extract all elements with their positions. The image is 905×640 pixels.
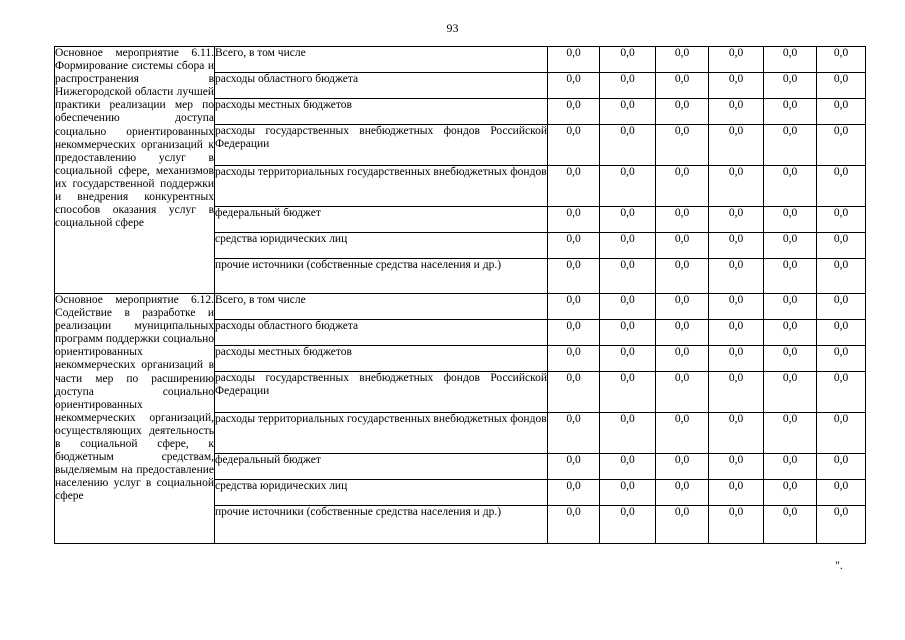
value-cell: 0,0 [709,99,764,125]
value-cell: 0,0 [709,346,764,372]
value-cell: 0,0 [817,413,866,454]
value-cell: 0,0 [817,320,866,346]
value-cell: 0,0 [600,47,656,73]
value-cell: 0,0 [817,125,866,166]
value-cell: 0,0 [548,73,600,99]
value-cell: 0,0 [764,413,817,454]
value-cell: 0,0 [709,413,764,454]
value-cell: 0,0 [764,47,817,73]
value-cell: 0,0 [656,125,709,166]
value-cell: 0,0 [600,346,656,372]
value-cell: 0,0 [817,233,866,259]
value-cell: 0,0 [656,372,709,413]
funding-source-cell: Всего, в том числе [215,47,548,73]
value-cell: 0,0 [548,47,600,73]
value-cell: 0,0 [764,99,817,125]
value-cell: 0,0 [600,320,656,346]
value-cell: 0,0 [656,346,709,372]
value-cell: 0,0 [656,47,709,73]
value-cell: 0,0 [600,207,656,233]
value-cell: 0,0 [548,259,600,294]
measure-cell: Основное мероприятие 6.11. Формирование системы сбора и распространения в Нижегородской области лучшей практики реализации мер по обеспечению доступа социально ориентированных некоммерческих организаций к предоставлению услуг в социальной сфере, механизмов их государственной поддержки и внедрения конкурентных способов оказания услуг в социальной сфере [55,47,215,294]
value-cell: 0,0 [548,346,600,372]
value-cell: 0,0 [817,372,866,413]
value-cell: 0,0 [600,454,656,480]
value-cell: 0,0 [709,372,764,413]
value-cell: 0,0 [709,454,764,480]
value-cell: 0,0 [600,506,656,544]
value-cell: 0,0 [600,233,656,259]
value-cell: 0,0 [817,99,866,125]
value-cell: 0,0 [764,372,817,413]
value-cell: 0,0 [656,259,709,294]
value-cell: 0,0 [764,294,817,320]
value-cell: 0,0 [817,506,866,544]
value-cell: 0,0 [600,125,656,166]
value-cell: 0,0 [548,480,600,506]
value-cell: 0,0 [548,207,600,233]
value-cell: 0,0 [548,99,600,125]
value-cell: 0,0 [600,166,656,207]
funding-source-cell: прочие источники (собственные средства населения и др.) [215,506,548,544]
value-cell: 0,0 [817,346,866,372]
value-cell: 0,0 [817,47,866,73]
value-cell: 0,0 [548,233,600,259]
value-cell: 0,0 [656,480,709,506]
value-cell: 0,0 [709,259,764,294]
value-cell: 0,0 [656,233,709,259]
value-cell: 0,0 [709,73,764,99]
value-cell: 0,0 [656,506,709,544]
value-cell: 0,0 [817,259,866,294]
value-cell: 0,0 [764,166,817,207]
value-cell: 0,0 [656,320,709,346]
budget-table [54,46,866,544]
table-row [55,294,866,320]
value-cell: 0,0 [600,99,656,125]
value-cell: 0,0 [600,294,656,320]
value-cell: 0,0 [764,320,817,346]
funding-source-cell: прочие источники (собственные средства населения и др.) [215,259,548,294]
value-cell: 0,0 [709,506,764,544]
value-cell: 0,0 [548,413,600,454]
value-cell: 0,0 [817,454,866,480]
value-cell: 0,0 [548,125,600,166]
value-cell: 0,0 [709,294,764,320]
value-cell: 0,0 [600,73,656,99]
value-cell: 0,0 [764,233,817,259]
funding-source-cell: расходы государственных внебюджетных фондов Российской Федерации [215,372,548,413]
value-cell: 0,0 [656,207,709,233]
funding-source-cell: федеральный бюджет [215,454,548,480]
value-cell: 0,0 [709,480,764,506]
value-cell: 0,0 [548,166,600,207]
measure-cell: Основное мероприятие 6.12. Содействие в разработке и реализации муниципальных программ поддержки социально ориентированных некоммерческих организаций в части мер по расширению доступа социально ориентированных некоммерческих организаций, осуществляющих деятельность в социальной сфере, к бюджетным средствам, выделяемым на предоставление населению услуг в социальной сфере [55,294,215,544]
value-cell: 0,0 [600,372,656,413]
value-cell: 0,0 [764,207,817,233]
value-cell: 0,0 [709,47,764,73]
value-cell: 0,0 [600,480,656,506]
value-cell: 0,0 [548,294,600,320]
value-cell: 0,0 [656,166,709,207]
value-cell: 0,0 [548,454,600,480]
value-cell: 0,0 [764,506,817,544]
value-cell: 0,0 [709,233,764,259]
funding-source-cell: расходы областного бюджета [215,73,548,99]
table-row [55,47,866,73]
funding-source-cell: расходы государственных внебюджетных фондов Российской Федерации [215,125,548,166]
value-cell: 0,0 [817,166,866,207]
value-cell: 0,0 [764,480,817,506]
page-number: 93 [446,21,459,35]
funding-source-cell: средства юридических лиц [215,480,548,506]
value-cell: 0,0 [548,372,600,413]
value-cell: 0,0 [764,259,817,294]
value-cell: 0,0 [600,413,656,454]
funding-source-cell: расходы территориальных государственных внебюджетных фондов [215,166,548,207]
value-cell: 0,0 [764,125,817,166]
value-cell: 0,0 [817,294,866,320]
value-cell: 0,0 [656,73,709,99]
funding-source-cell: средства юридических лиц [215,233,548,259]
value-cell: 0,0 [656,294,709,320]
closing-quote-mark: ". [835,558,843,572]
value-cell: 0,0 [709,320,764,346]
value-cell: 0,0 [709,166,764,207]
value-cell: 0,0 [764,73,817,99]
value-cell: 0,0 [817,73,866,99]
value-cell: 0,0 [656,99,709,125]
value-cell: 0,0 [764,346,817,372]
funding-source-cell: Всего, в том числе [215,294,548,320]
funding-source-cell: расходы областного бюджета [215,320,548,346]
value-cell: 0,0 [656,413,709,454]
funding-source-cell: федеральный бюджет [215,207,548,233]
funding-source-cell: расходы местных бюджетов [215,346,548,372]
value-cell: 0,0 [764,454,817,480]
funding-source-cell: расходы территориальных государственных внебюджетных фондов [215,413,548,454]
funding-source-cell: расходы местных бюджетов [215,99,548,125]
value-cell: 0,0 [817,480,866,506]
value-cell: 0,0 [817,207,866,233]
value-cell: 0,0 [709,207,764,233]
value-cell: 0,0 [548,320,600,346]
value-cell: 0,0 [656,454,709,480]
value-cell: 0,0 [548,506,600,544]
value-cell: 0,0 [709,125,764,166]
value-cell: 0,0 [600,259,656,294]
